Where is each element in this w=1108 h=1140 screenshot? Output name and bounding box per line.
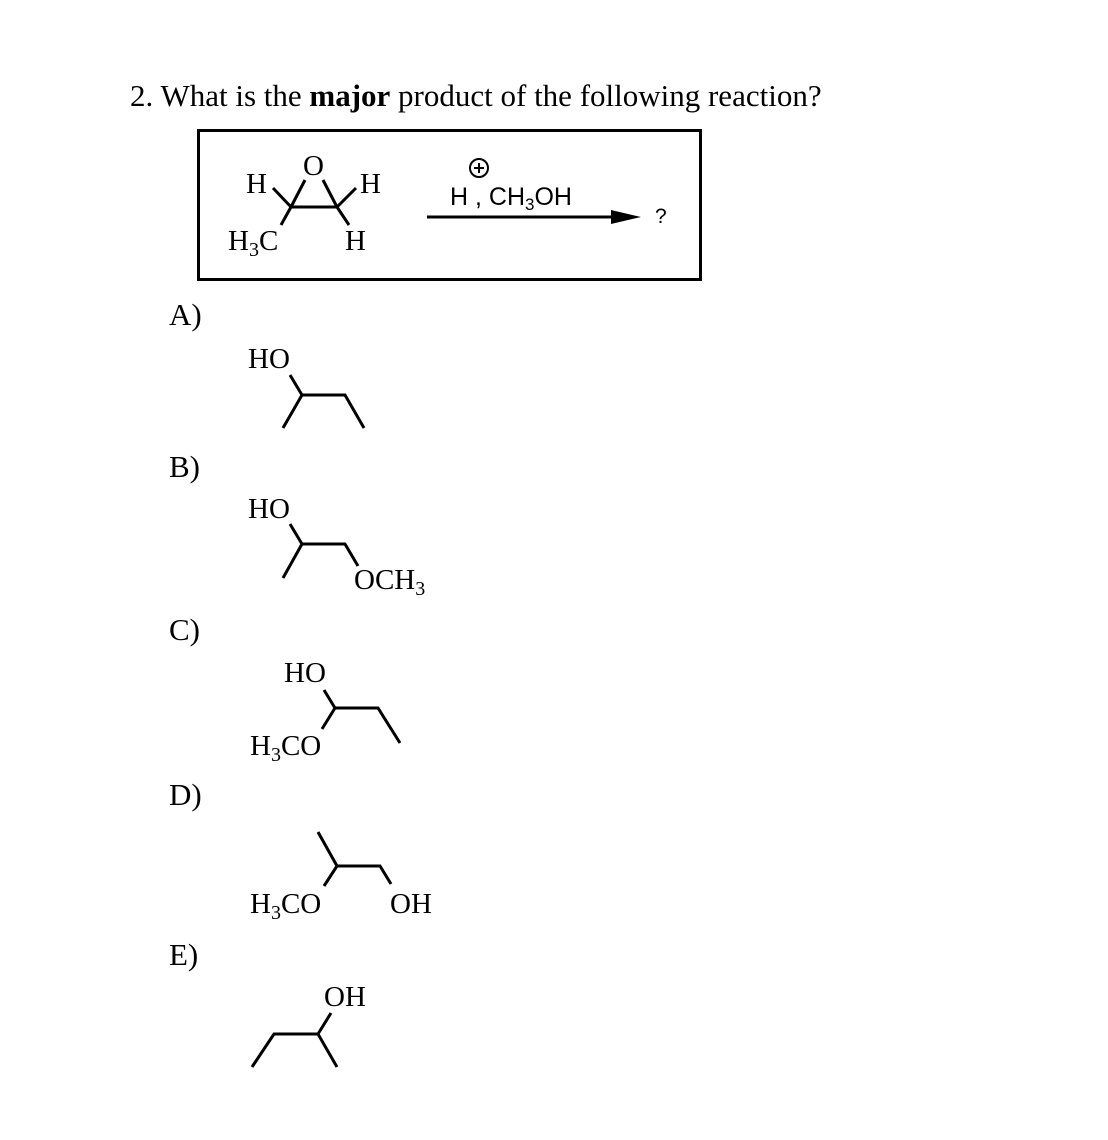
choice-c-structure <box>250 657 400 766</box>
epoxide-methyl: $H_3C$ <box>228 225 279 261</box>
choice-b-och3: $OCH_3$ <box>354 564 426 600</box>
choice-d-label: D) <box>169 777 202 812</box>
epoxide-h-right: H <box>360 168 381 200</box>
choice-d-oh: OH <box>390 888 432 920</box>
choice-c-h3co: $H_3CO$ <box>250 730 322 766</box>
choice-b-ho: HO <box>248 493 290 525</box>
epoxide-h-left: H <box>246 168 267 200</box>
choice-b-structure <box>248 493 425 600</box>
epoxide-oxygen: O <box>303 150 324 182</box>
choice-a-ho: HO <box>248 343 290 375</box>
reaction-arrow-icon <box>611 210 641 224</box>
choice-b-label: B) <box>169 449 200 484</box>
question-emphasis: major <box>309 78 391 113</box>
reaction-conditions <box>427 159 667 228</box>
choice-a-label: A) <box>169 297 202 332</box>
choice-d-structure <box>250 832 432 924</box>
epoxide-structure <box>228 150 381 261</box>
question-prefix: What is the <box>160 78 310 113</box>
choice-a-structure <box>248 343 364 428</box>
reagent-text: H , $CH_3OH$ <box>450 183 572 214</box>
choice-e-structure <box>252 981 366 1067</box>
product-unknown: ? <box>655 205 667 228</box>
choice-e-label: E) <box>169 937 199 972</box>
choice-c-label: C) <box>169 612 200 647</box>
epoxide-h-bottom: H <box>345 225 366 257</box>
question-suffix: product of the following reaction? <box>390 78 822 113</box>
choice-e-oh: OH <box>324 981 366 1013</box>
question-number: 2. <box>130 78 154 113</box>
choice-d-h3co: $H_3CO$ <box>250 888 322 924</box>
choice-c-ho: HO <box>284 657 326 689</box>
